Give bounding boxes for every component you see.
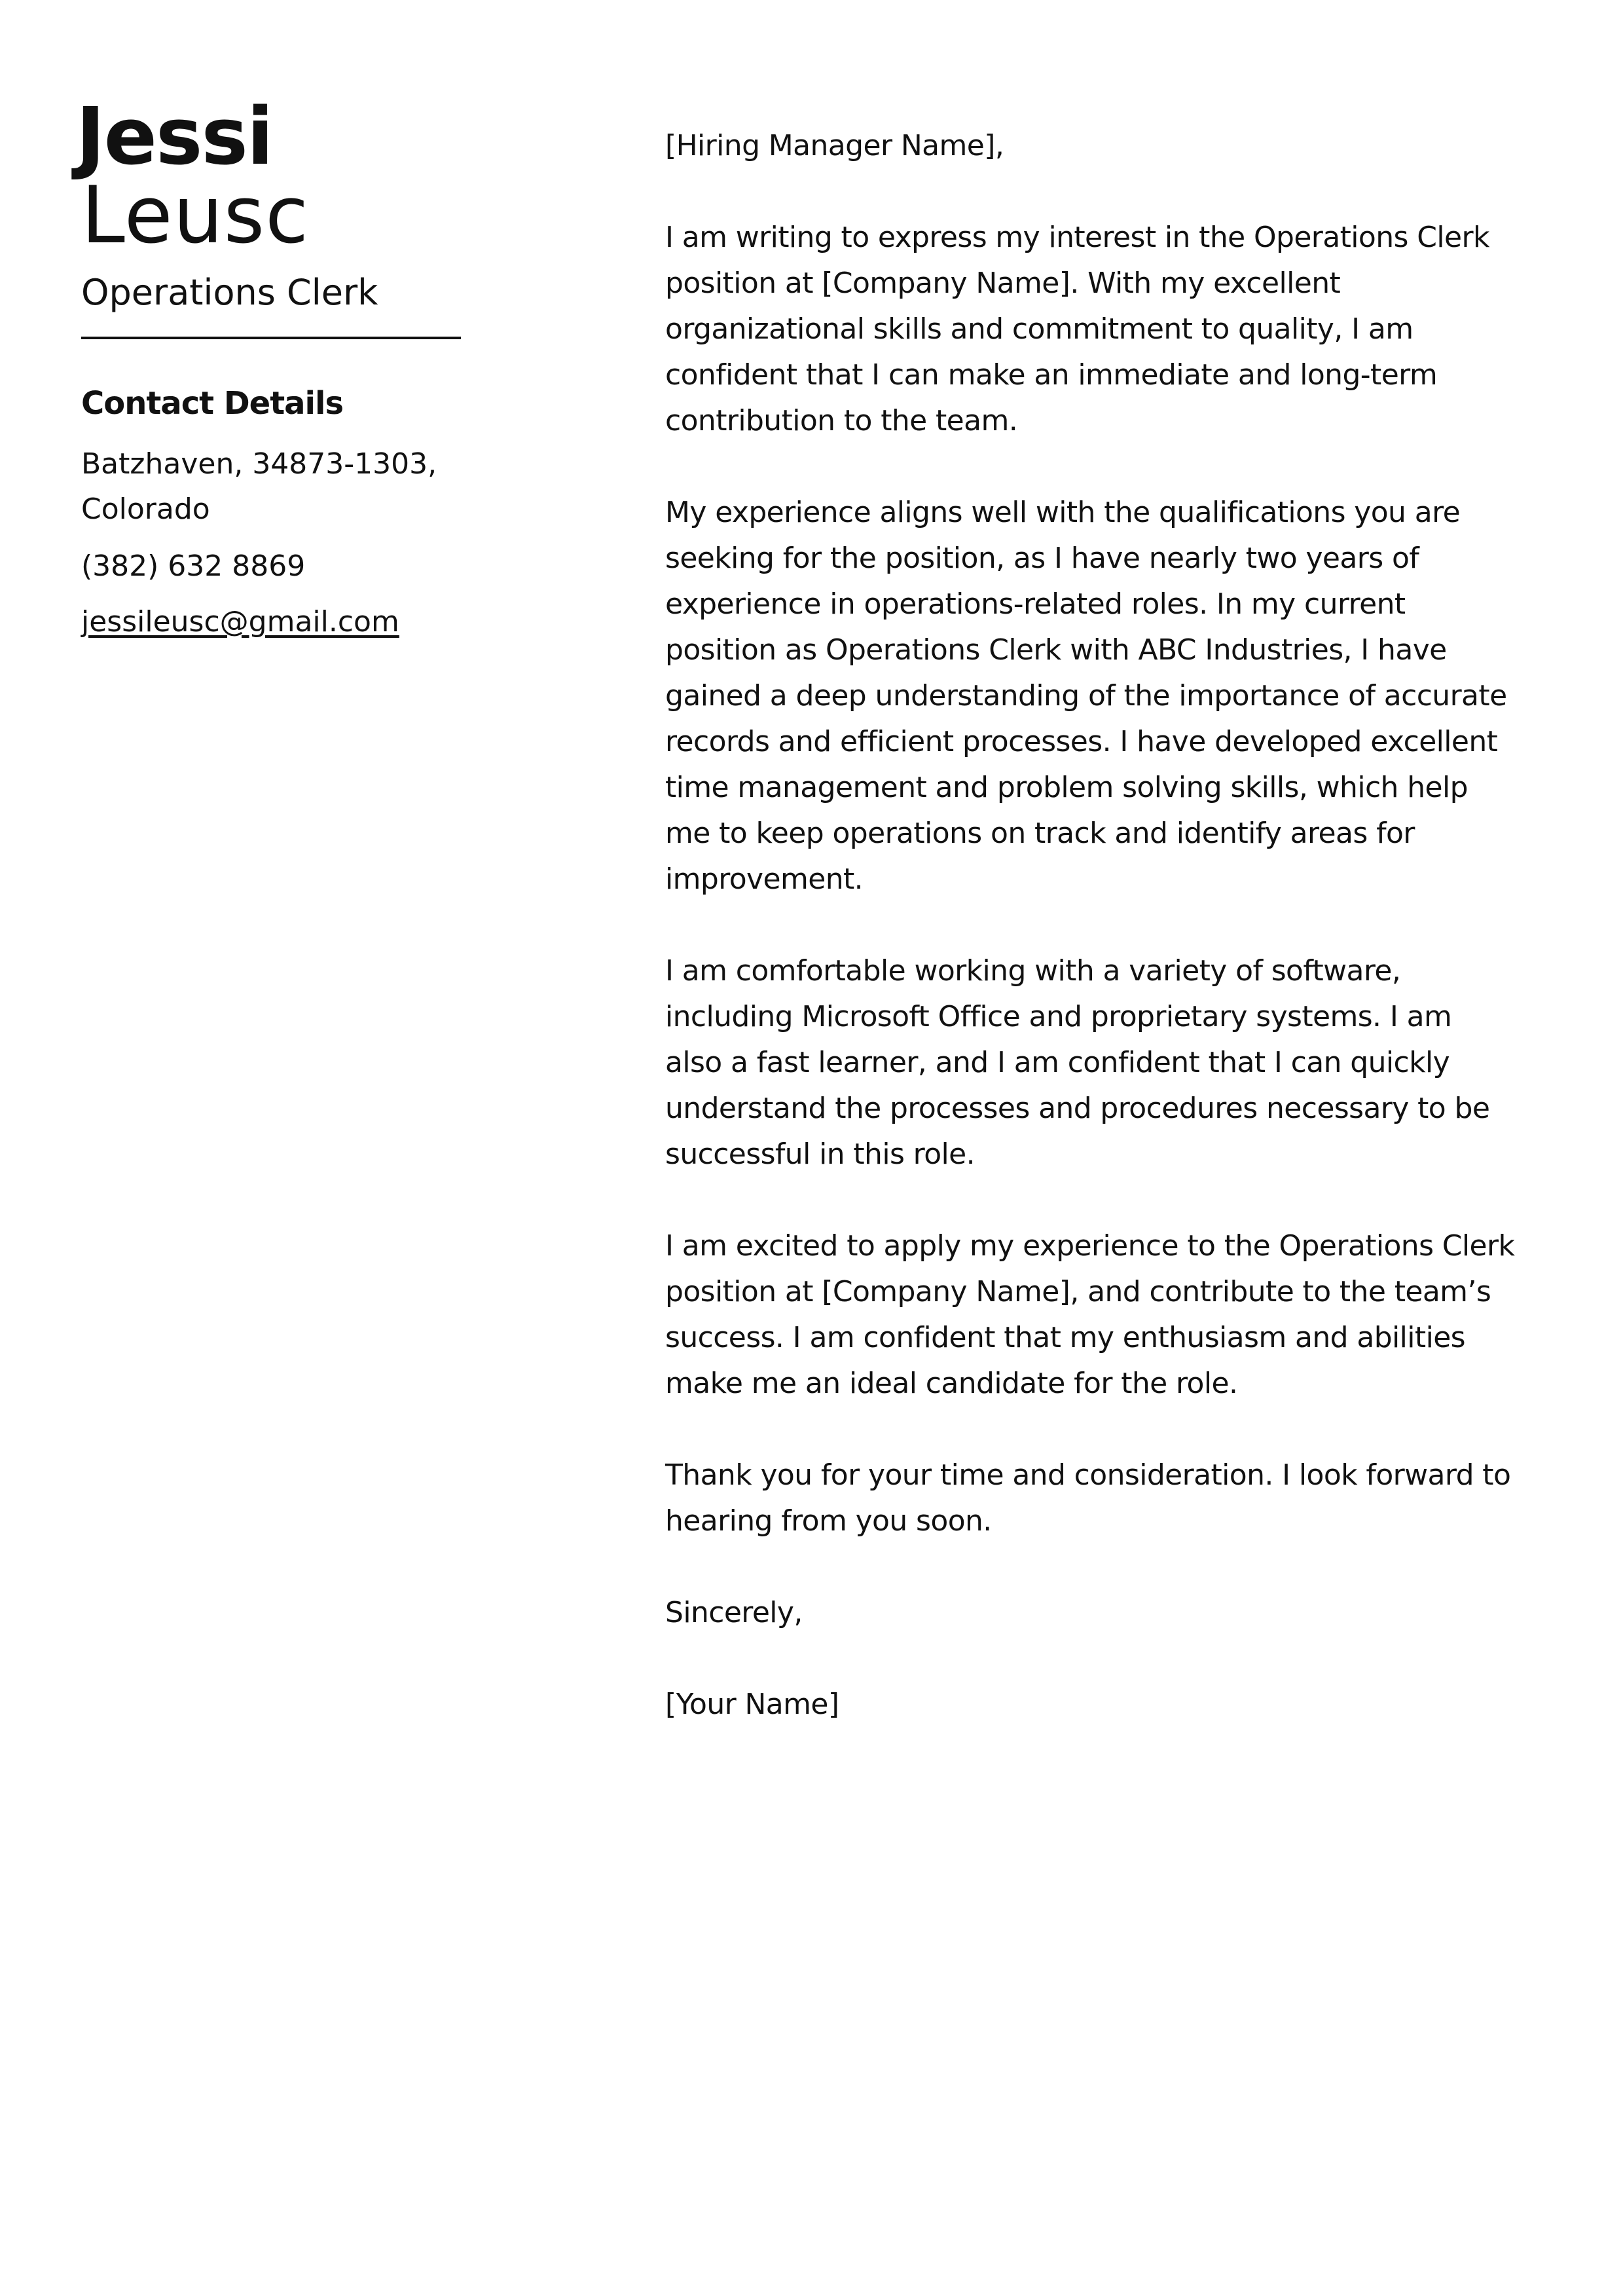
contact-phone: (382) 632 8869 (81, 549, 306, 583)
letter-paragraph: My experience aligns well with the qualifications you are seeking for the position, as I have nearly two years of experience in operations-related roles. In my current position as Operations Clerk with ABC Industries, I have gained a deep understanding of the importance of accurate records and efficient processes. I have developed excellent time management and problem solving skills, which help me to keep operations on track and identify areas for improvement. (665, 496, 1507, 896)
contact-email-link[interactable]: jessileusc@gmail.com (81, 605, 399, 639)
sidebar (76, 92, 474, 644)
job-title: Operations Clerk (81, 272, 378, 313)
contact-address: Batzhaven, 34873-1303, Colorado (81, 447, 437, 526)
letter-closing: Sincerely, (665, 1596, 803, 1629)
letter-body (665, 123, 1516, 1728)
letter-paragraph: Thank you for your time and consideration. I look forward to hearing from you soon. (665, 1458, 1511, 1538)
applicant-last-name: Leusc (81, 170, 310, 261)
letter-signature: [Your Name] (665, 1688, 839, 1721)
letter-salutation: [Hiring Manager Name], (665, 129, 1004, 162)
letter-paragraph: I am writing to express my interest in the Operations Clerk position at [Company Name]. With my excellent organizational skills and commitment to quality, I am confident that I can make an immediate and long-term contribution to the team. (665, 221, 1489, 437)
contact-details-heading: Contact Details (81, 385, 344, 422)
applicant-first-name: Jessi (76, 92, 273, 183)
sidebar-divider (81, 337, 461, 339)
letter-paragraph: I am comfortable working with a variety of software, including Microsoft Office and proprietary systems. I am also a fast learner, and I am confident that I can quickly understand the processes and procedures necessary to be successful in this role. (665, 954, 1490, 1171)
letter-paragraph: I am excited to apply my experience to the Operations Clerk position at [Company Name], and contribute to the team’s success. I am confident that my enthusiasm and abilities make me an ideal candidate for the role. (665, 1229, 1515, 1400)
